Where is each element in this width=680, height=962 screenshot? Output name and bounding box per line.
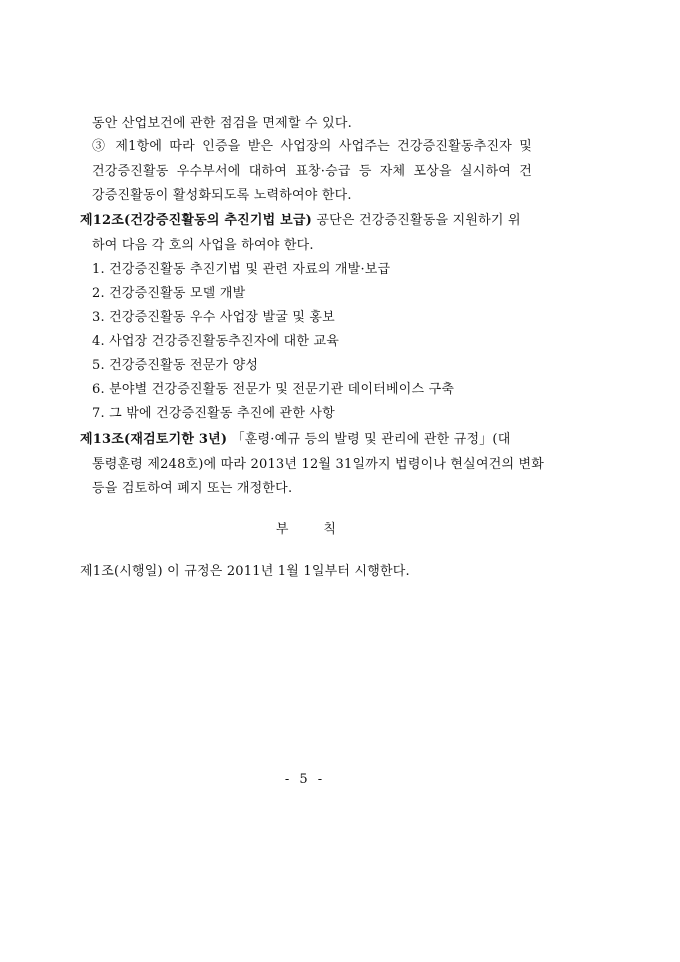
- article-13-heading: 제13조(재검토기한 3년): [80, 432, 228, 447]
- article-12-item-4: 4. 사업장 건강증진활동추진자에 대한 교육: [92, 334, 340, 349]
- article-12-item-5: 5. 건강증진활동 전문가 양성: [92, 358, 259, 373]
- article-12-item-2: 2. 건강증진활동 모델 개발: [92, 286, 246, 301]
- paragraph-3-line-2: 건강증진활동 우수부서에 대하여 표창·승급 등 자체 포상을 실시하여 건: [92, 164, 532, 179]
- article-12-text: 공단은 건강증진활동을 지원하기 위: [312, 213, 521, 228]
- article-12-line-2: 하여 다음 각 호의 사업을 하여야 한다.: [92, 238, 314, 253]
- paragraph-continuation: 동안 산업보건에 관한 점검을 면제할 수 있다.: [92, 116, 352, 131]
- article-13-line-1: [80, 432, 532, 448]
- article-12-item-7: 7. 그 밖에 건강증진활동 추진에 관한 사항: [92, 406, 335, 421]
- article-12-heading: 제12조(건강증진활동의 추진기법 보급): [80, 213, 313, 228]
- addenda-article-1: 제1조(시행일) 이 규정은 2011년 1월 1일부터 시행한다.: [80, 564, 410, 579]
- addenda-title: 부 칙: [275, 522, 337, 537]
- article-13-line-2: 통령훈령 제248호)에 따라 2013년 12월 31일까지 법령이나 현실여건의 변화: [92, 457, 545, 472]
- article-12-item-1: 1. 건강증진활동 추진기법 및 관련 자료의 개발·보급: [92, 262, 391, 277]
- article-13-line-3: 등을 검토하여 폐지 또는 개정한다.: [92, 481, 293, 496]
- article-12-item-6: 6. 분야별 건강증진활동 전문가 및 전문기관 데이터베이스 구축: [92, 382, 455, 397]
- page-number: - 5 -: [284, 772, 326, 787]
- paragraph-3-line-3: 강증진활동이 활성화되도록 노력하여야 한다.: [92, 188, 352, 203]
- article-12-item-3: 3. 건강증진활동 우수 사업장 발굴 및 홍보: [92, 310, 335, 325]
- article-12-line-1: [80, 213, 532, 229]
- article-13-text: 「훈령·예규 등의 발령 및 관리에 관한 규정」(대: [227, 432, 511, 447]
- paragraph-3-line-1: ③ 제1항에 따라 인증을 받은 사업장의 사업주는 건강증진활동추진자 및: [92, 139, 532, 154]
